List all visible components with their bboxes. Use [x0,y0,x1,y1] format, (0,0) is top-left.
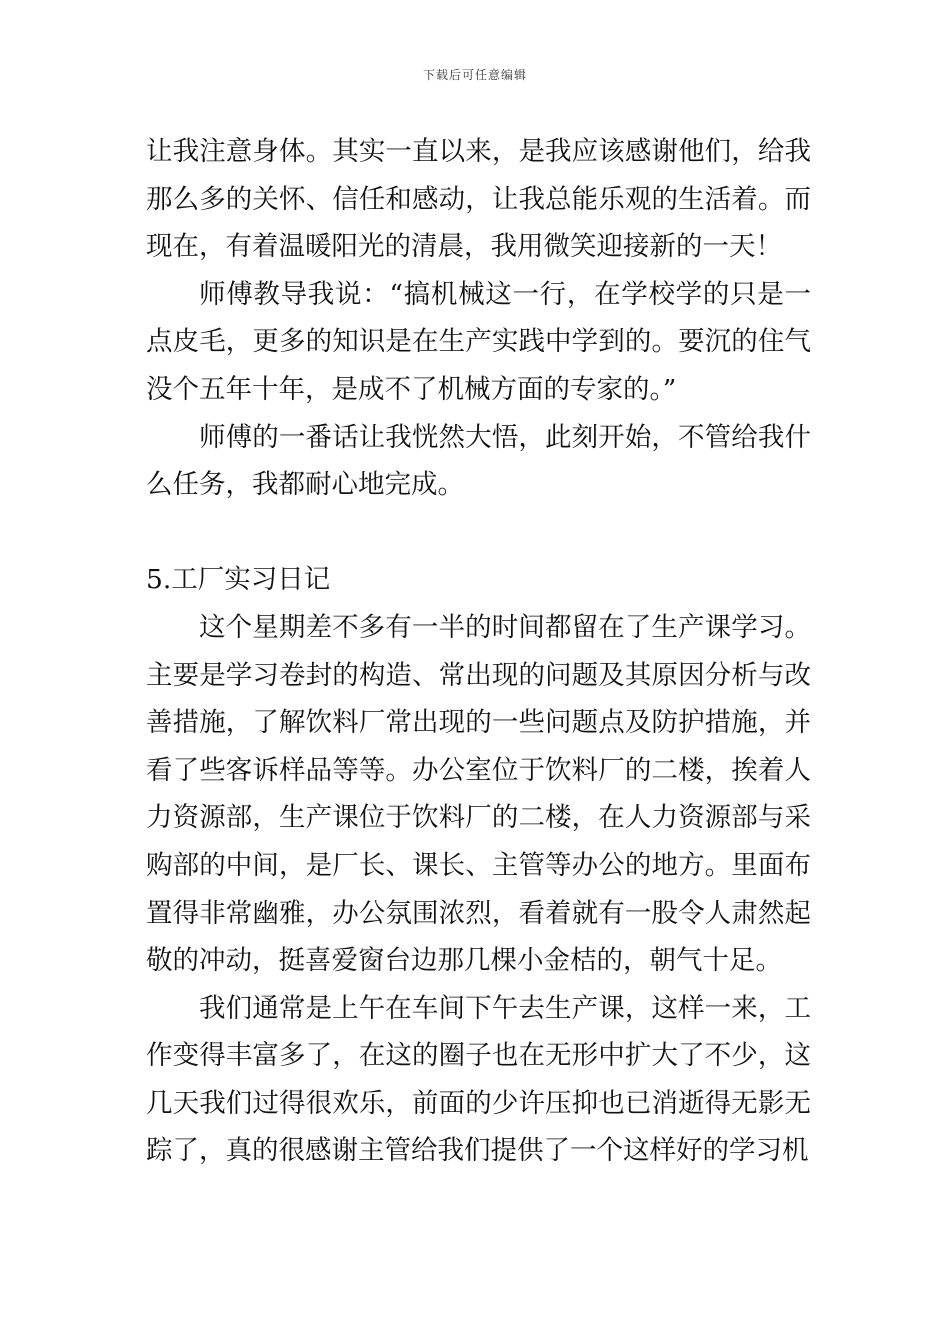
paragraph-daily-routine: 我们通常是上午在车间下午去生产课，这样一来，工作变得丰富多了，在这的圈子也在无形中扩大了不少，这几天我们过得很欢乐，前面的少许压抑也已消逝得无影无踪了，真的很感谢主管给我们提供了一个这样好的学习机 [146,992,811,1167]
paragraph-continued: 让我注意身体。其实一直以来，是我应该感谢他们，给我那么多的关怀、信任和感动，让我总能乐观的生活着。而现在，有着温暖阳光的清晨，我用微笑迎接新的一天！ [146,136,811,263]
page-header: 下载后可任意编辑 [422,68,527,82]
paragraph-production-study: 这个星期差不多有一半的时间都留在了生产课学习。主要是学习卷封的构造、常出现的问题及其原因分析与改善措施，了解饮料厂常出现的一些问题点及防护措施，并看了些客诉样品等等。办公室位于饮料厂的二楼，挨着人力资源部，生产课位于饮料厂的二楼，在人力资源部与采购部的中间，是厂长、课长、主管等办公的地方。里面布置得非常幽雅，办公氛围浓烈，看着就有一股令人肃然起敬的冲动，挺喜爱窗台边那几棵小金桔的，朝气十足。 [146,611,811,977]
paragraph-master-quote: 师傅教导我说：“搞机械这一行，在学校学的只是一点皮毛，更多的知识是在生产实践中学到的。要沉的住气没个五年十年，是成不了机械方面的专家的。” [146,278,811,405]
document-body [146,128,811,1175]
paragraph-realization: 师傅的一番话让我恍然大悟，此刻开始，不管给我什么任务，我都耐心地完成。 [146,421,811,501]
blank-line [146,509,811,557]
section-heading: 5.工厂实习日记 [146,564,331,596]
